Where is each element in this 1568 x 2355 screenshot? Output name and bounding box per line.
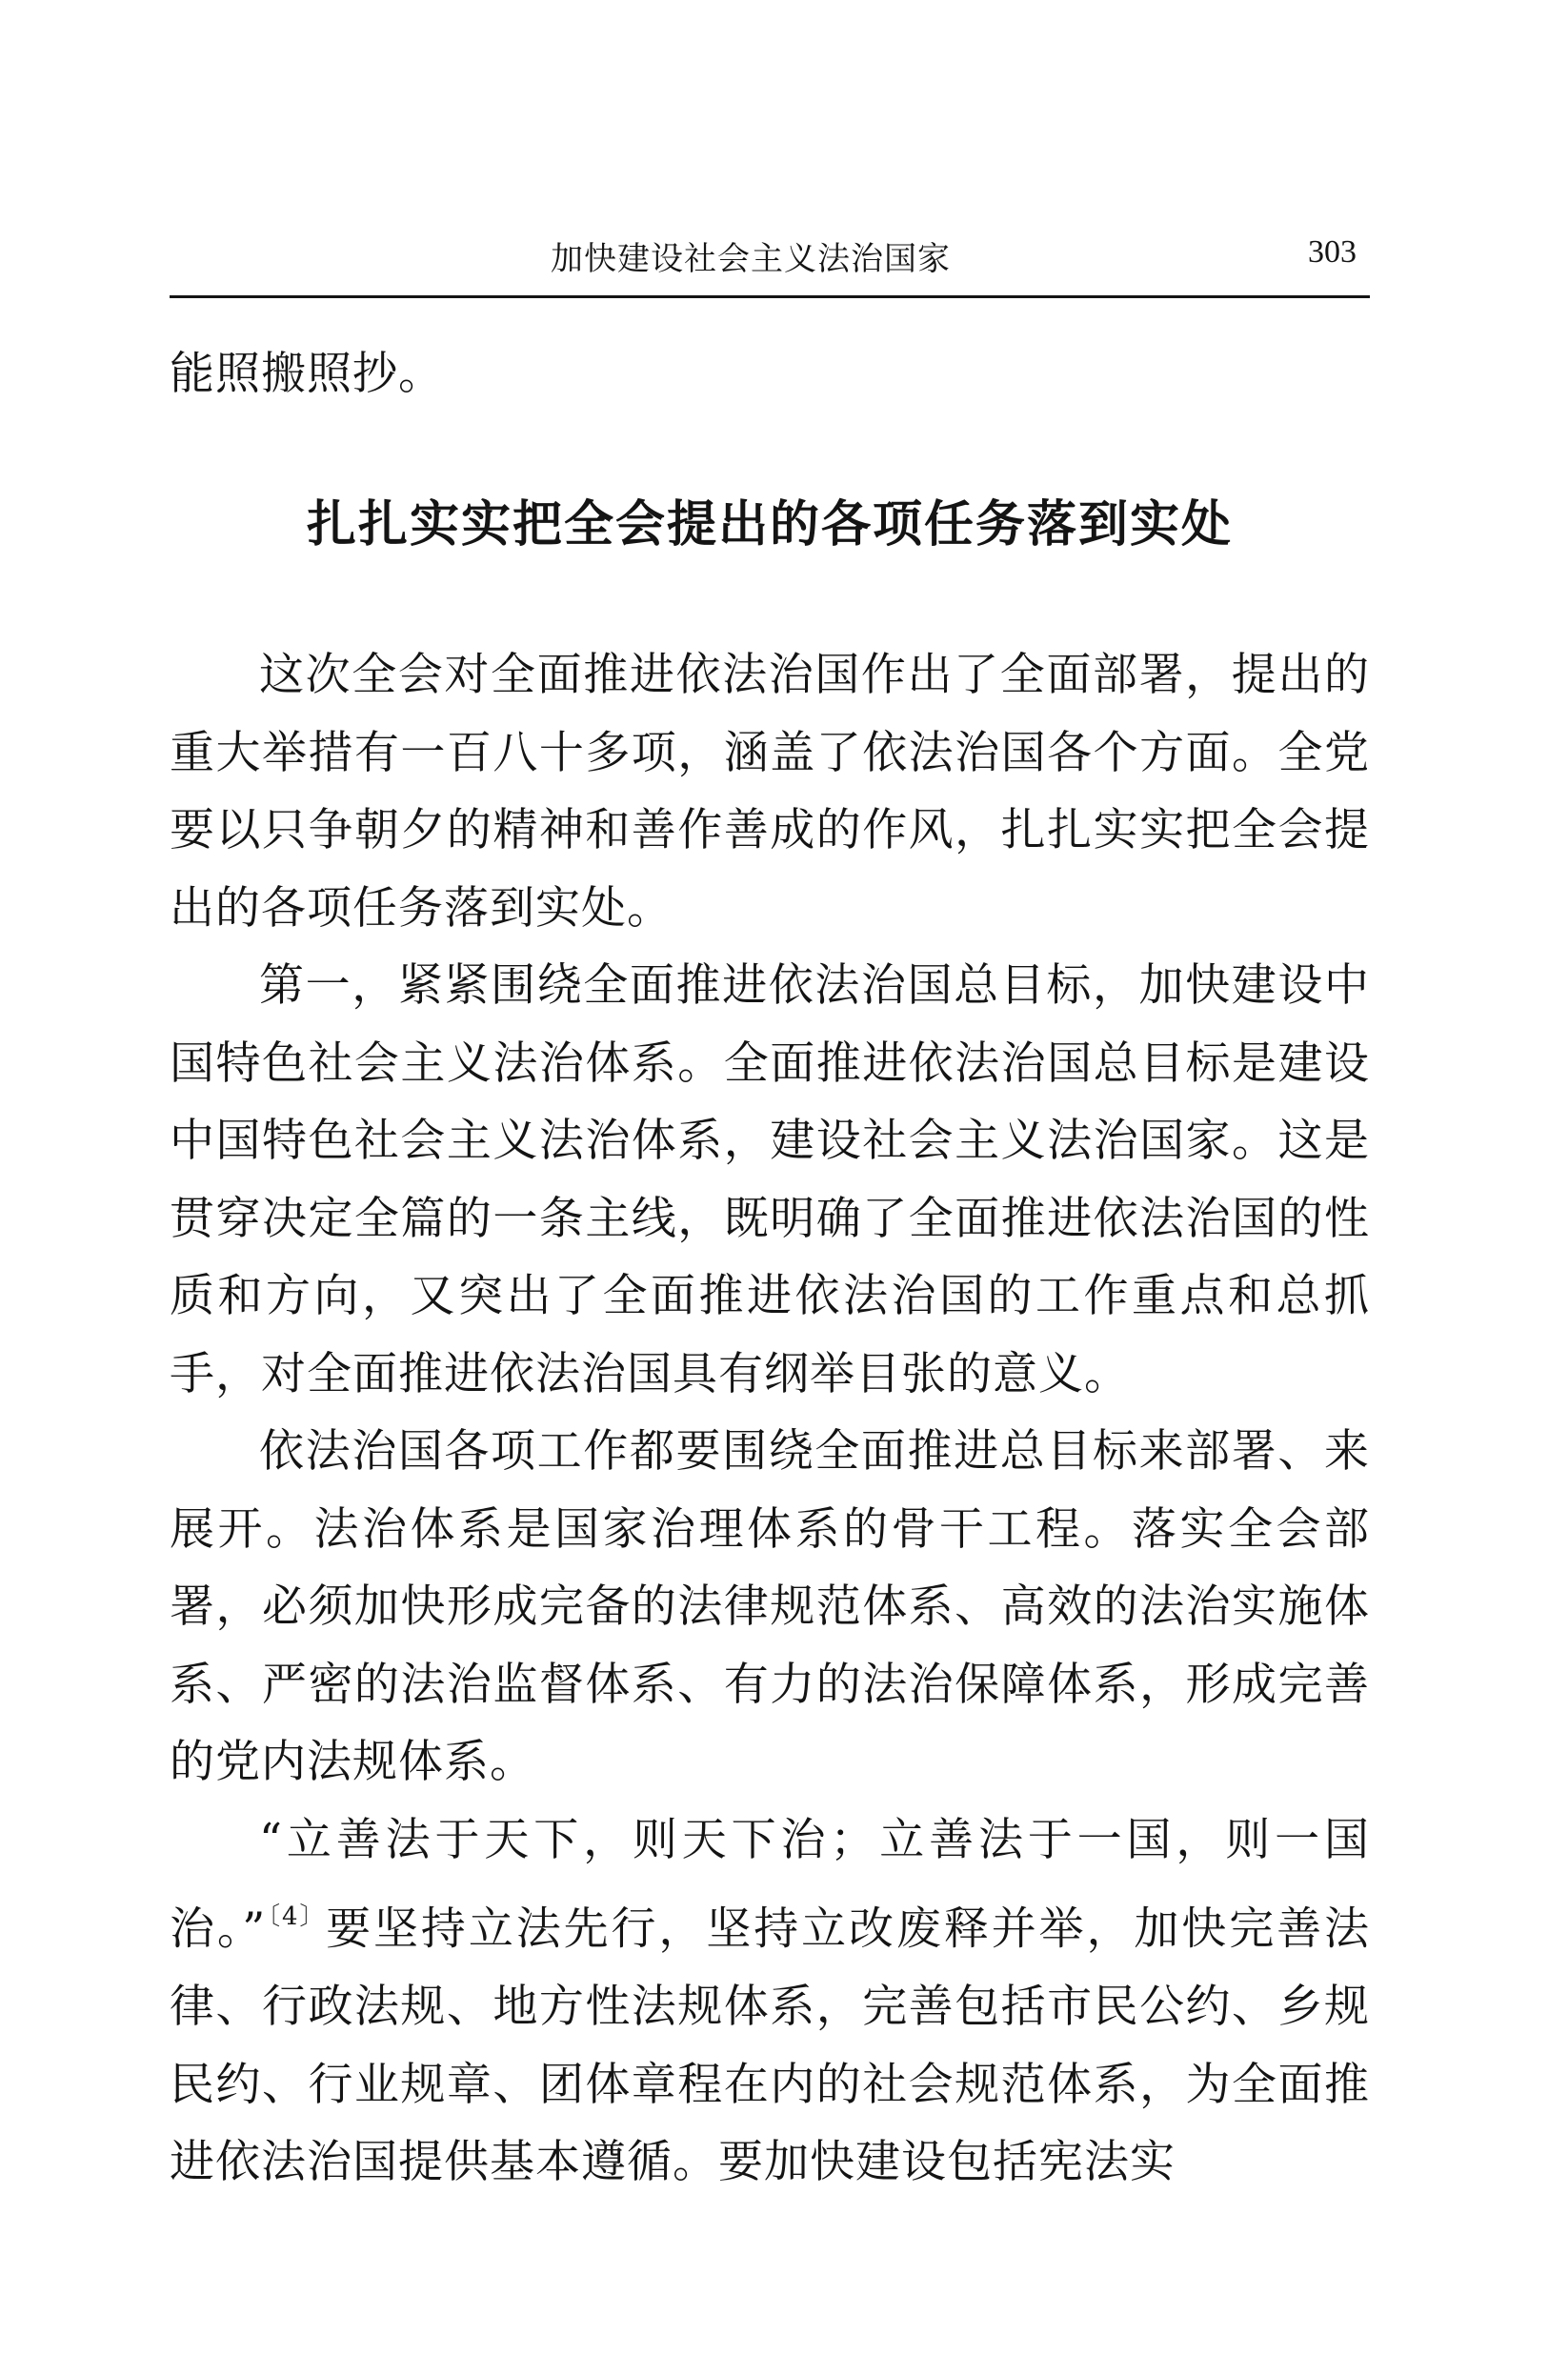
paragraph-3: 依法治国各项工作都要围绕全面推进总目标来部署、来展开。法治体系是国家治理体系的骨干工程。落实全会部署，必须加快形成完备的法律规范体系、高效的法治实施体系、严密的法治监督体系、有力的法治保障体系，形成完善的党内法规体系。 (170, 1425, 1370, 1788)
running-title: 加快建设社会主义法治国家 (551, 240, 951, 278)
quotation: “立善法于天下，则天下治；立善法于一国，则一国治。” (170, 1813, 1370, 1956)
paragraph-4-text: 要坚持立法先行，坚持立改废释并举，加快完善法律、行政法规、地方性法规体系，完善包括市民公约、乡规民约、行业规章、团体章程在内的社会规范体系，为全面推进依法治国提供基本遵循。要加快建设包括宪法实 (170, 1902, 1371, 2189)
section-heading: 扎扎实实把全会提出的各项任务落到实处 (306, 496, 1233, 554)
header-rule (170, 295, 1370, 298)
page-number: 303 (1308, 234, 1357, 270)
article-body (170, 636, 1370, 2202)
paragraph-4 (170, 1801, 1370, 2202)
paragraph-2: 第一，紧紧围绕全面推进依法治国总目标，加快建设中国特色社会主义法治体系。全面推进依法治国总目标是建设中国特色社会主义法治体系，建设社会主义法治国家。这是贯穿决定全篇的一条主线，既明确了全面推进依法治国的性质和方向，又突出了全面推进依法治国的工作重点和总抓手，对全面推进依法治国具有纲举目张的意义。 (170, 959, 1370, 1400)
page-header (170, 232, 1370, 293)
footnote-reference: 〔4〕 (266, 1902, 327, 1931)
continued-text: 能照搬照抄。 (170, 348, 444, 400)
paragraph-1: 这次全会对全面推进依法治国作出了全面部署，提出的重大举措有一百八十多项，涵盖了依法治国各个方面。全党要以只争朝夕的精神和善作善成的作风，扎扎实实把全会提出的各项任务落到实处。 (170, 649, 1370, 935)
